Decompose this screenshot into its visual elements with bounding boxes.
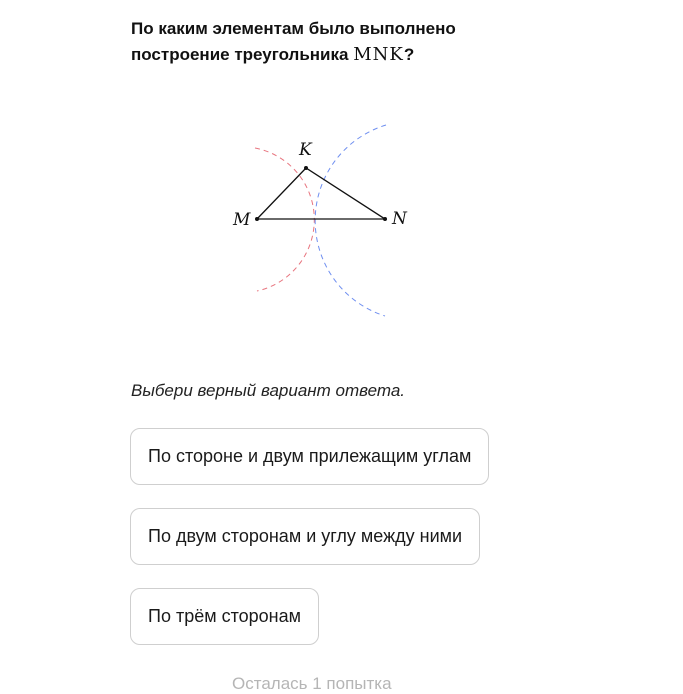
question-mark: ?	[403, 45, 415, 64]
vertex-k-label: K	[299, 140, 312, 160]
triangle-name: MNK	[353, 44, 404, 65]
vertex-n-point	[383, 217, 387, 221]
triangle-mnk	[257, 168, 385, 219]
answer-option-label: По двум сторонам и углу между ними	[148, 526, 463, 546]
instruction-text: Выбери верный вариант ответа.	[131, 381, 406, 400]
answer-option-3[interactable]	[130, 588, 319, 645]
question-text	[131, 16, 551, 68]
answer-option-label: По трём сторонам	[148, 606, 301, 626]
question-body: По каким элементам было выполнено построение треугольника	[131, 19, 456, 64]
vertex-n-label: N	[392, 209, 407, 229]
vertex-k-point	[304, 166, 308, 170]
attempts-remaining: Осталась 1 попытка	[232, 674, 392, 693]
triangle-construction-figure	[220, 118, 420, 323]
answer-option-1[interactable]	[130, 428, 489, 485]
answer-option-label: По стороне и двум прилежащим углам	[148, 446, 472, 466]
answer-option-2[interactable]	[130, 508, 480, 565]
vertex-m-label: M	[233, 210, 251, 230]
vertex-m-point	[255, 217, 259, 221]
blue-construction-arc	[315, 125, 386, 316]
